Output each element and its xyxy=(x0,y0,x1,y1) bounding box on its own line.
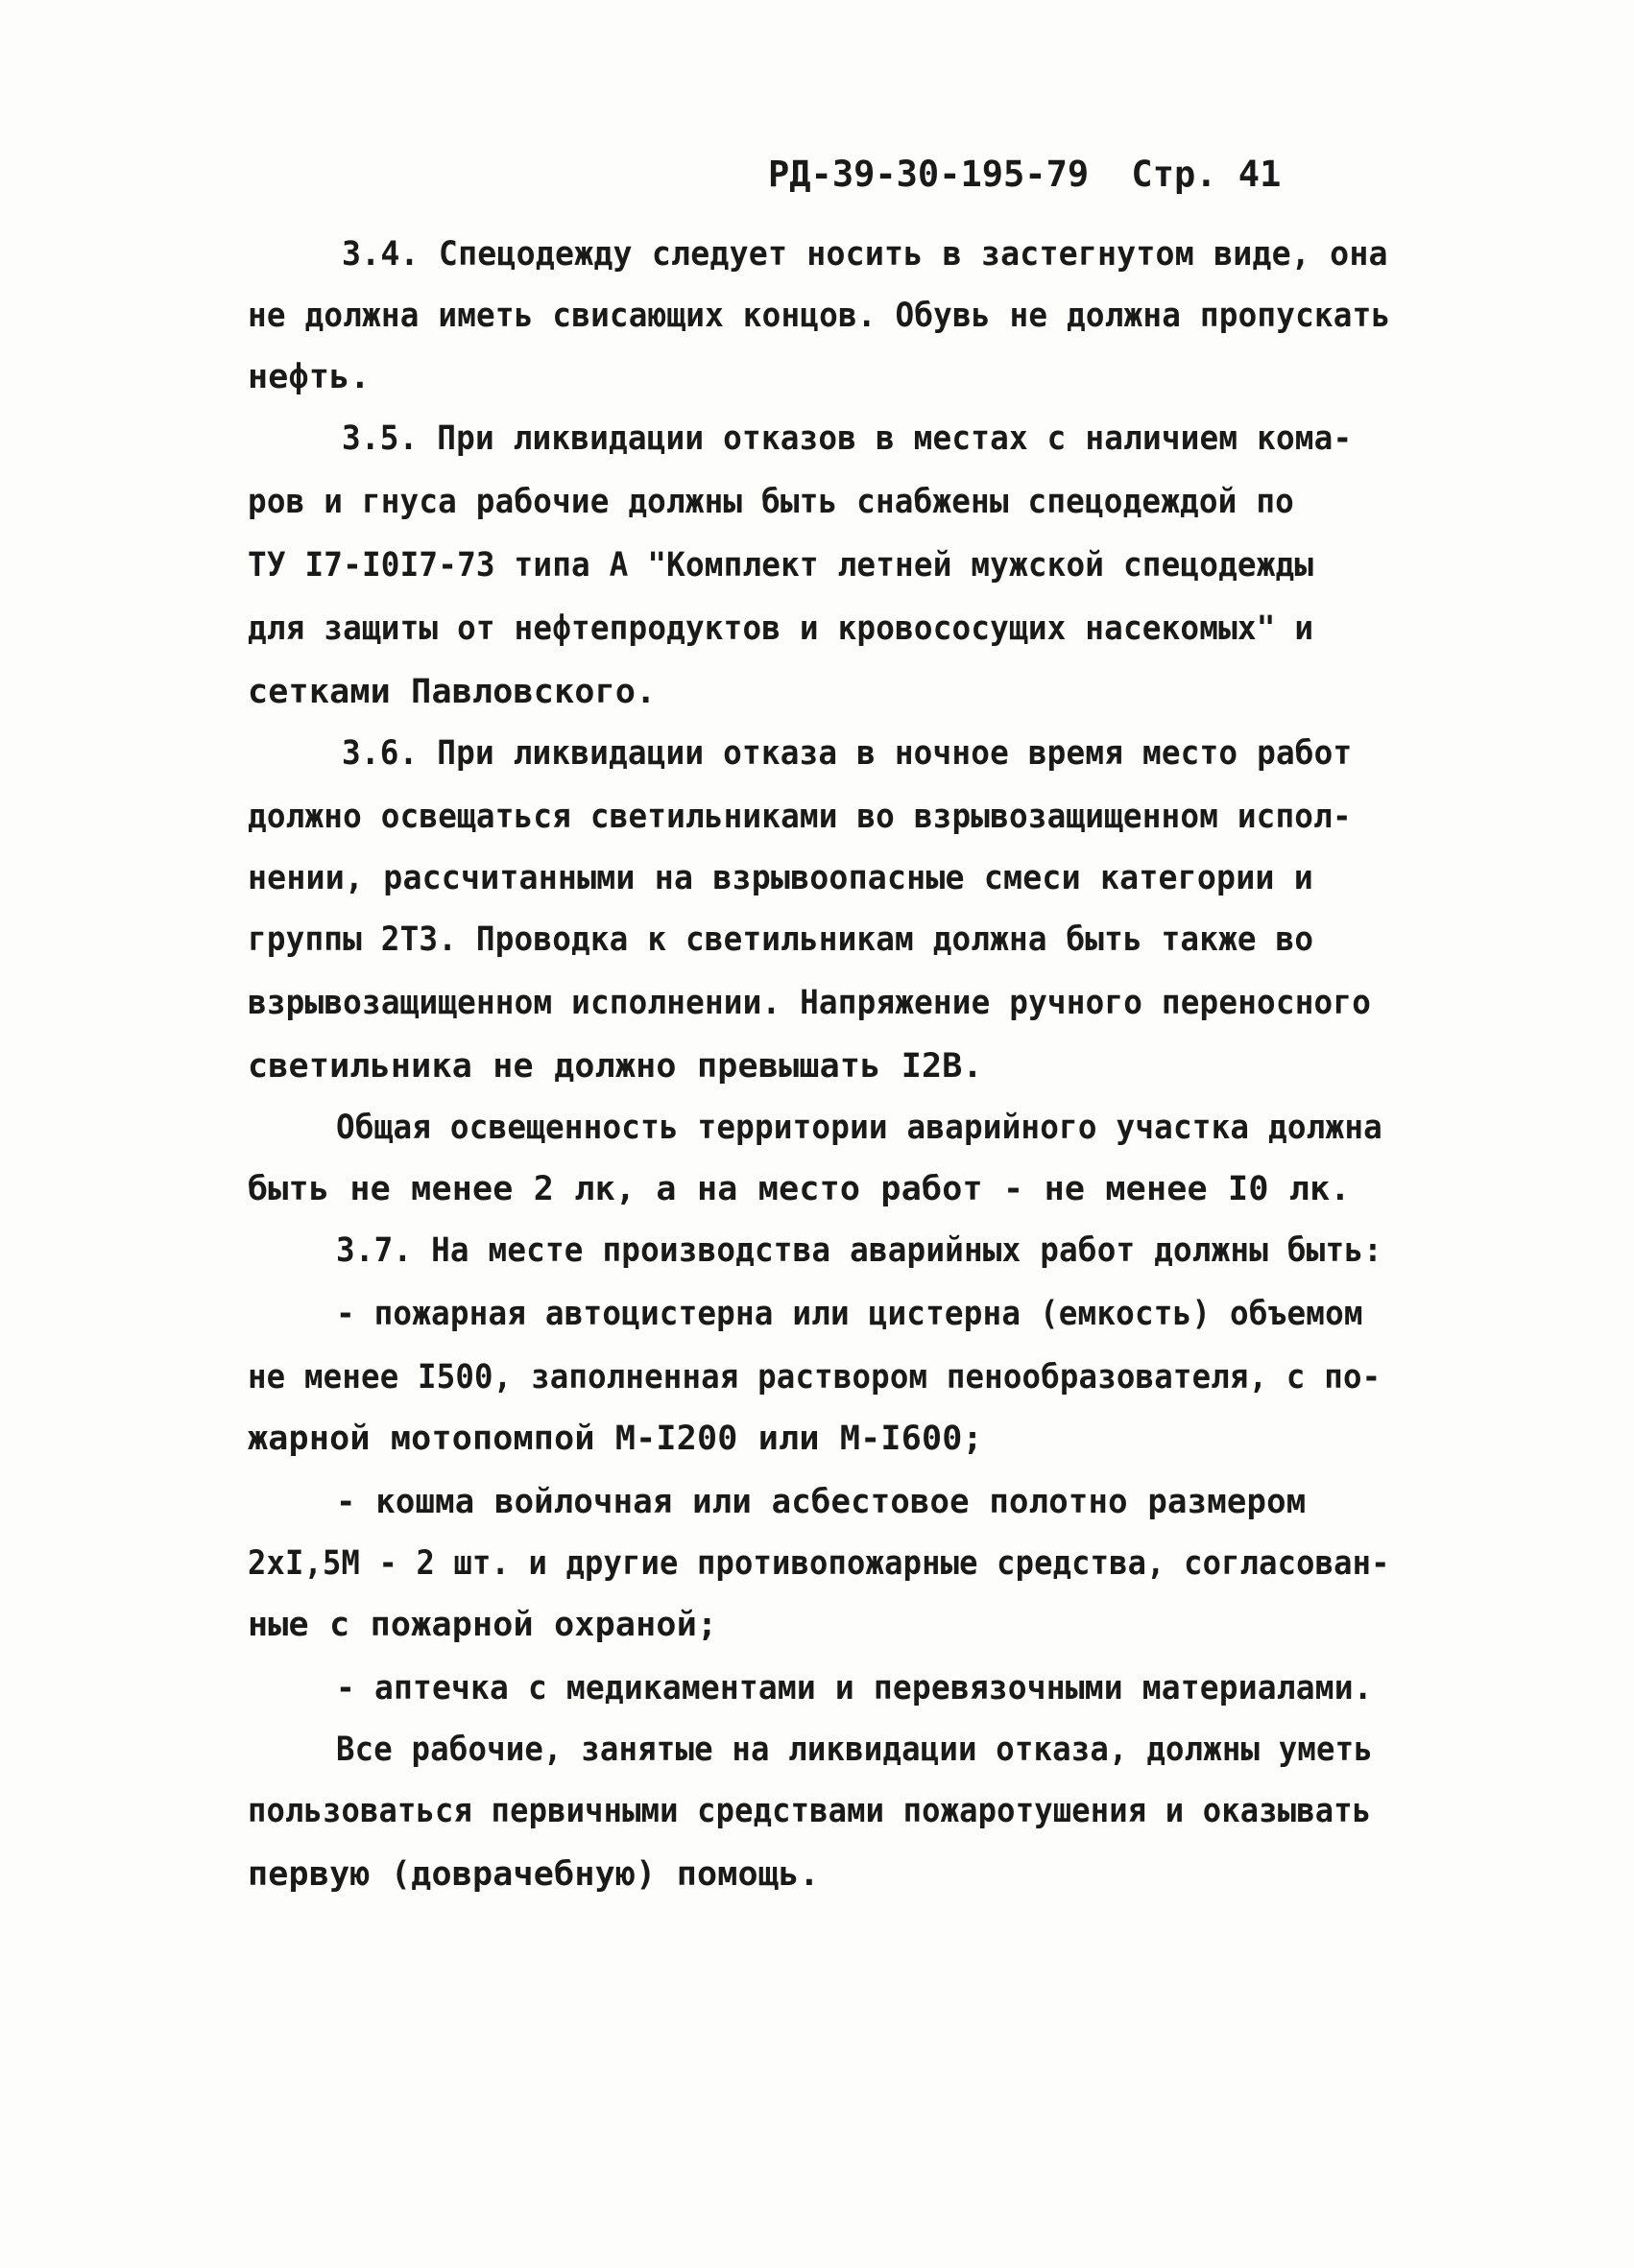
text-line: 3.5. При ликвидации отказов в местах с наличием кома- xyxy=(342,419,1353,458)
text-line: 3.6. При ликвидации отказа в ночное время место работ xyxy=(342,734,1353,773)
text-line: нении, рассчитанными на взрывоопасные смеси категории и xyxy=(248,859,1313,897)
text-line: ТУ I7-I0I7-73 типа А "Комплект летней мужской спецодежды xyxy=(248,546,1314,585)
page-number: Стр. 41 xyxy=(1131,154,1282,195)
text-line: жарной мотопомпой М-I200 или М-I600; xyxy=(248,1420,983,1458)
text-line: быть не менее 2 лк, а на место работ - не менее I0 лк. xyxy=(248,1170,1351,1208)
text-line: 2хI,5М - 2 шт. и другие противопожарные средства, согласован- xyxy=(248,1544,1390,1583)
text-line: ров и гнуса рабочие должны быть снабжены спецодеждой по xyxy=(248,483,1294,521)
text-line: должно освещаться светильниками во взрывозащищенном испол- xyxy=(248,798,1352,836)
text-line: 3.7. На месте производства аварийных работ должны быть: xyxy=(336,1231,1382,1270)
text-line: взрывозащищенном исполнении. Напряжение ручного переносного xyxy=(248,984,1372,1022)
text-line: ные с пожарной охраной; xyxy=(248,1606,718,1644)
page-header xyxy=(768,154,1281,195)
text-line: для защиты от нефтепродуктов и кровососущих насекомых" и xyxy=(248,609,1314,648)
document-number: РД-39-30-195-79 xyxy=(768,154,1090,195)
text-line: первую (доврачебную) помощь. xyxy=(248,1855,820,1894)
text-line: не должна иметь свисающих концов. Обувь не должна пропускать xyxy=(248,297,1391,335)
text-line: - пожарная автоцистерна или цистерна (емкость) объемом xyxy=(336,1295,1363,1333)
text-line: Все рабочие, занятые на ликвидации отказа, должны уметь xyxy=(336,1731,1373,1769)
text-line: нефть. xyxy=(248,358,371,396)
text-line: группы 2Т3. Проводка к светильникам должна быть также во xyxy=(248,920,1314,959)
text-line: Общая освещенность территории аварийного участка должна xyxy=(336,1109,1382,1147)
text-line: - аптечка с медикаментами и перевязочными материалами. xyxy=(336,1669,1373,1707)
text-line: пользоваться первичными средствами пожаротушения и оказывать xyxy=(248,1792,1372,1830)
text-line: сетками Павловского. xyxy=(248,673,657,711)
text-line: не менее I500, заполненная раствором пенообразователя, с по- xyxy=(248,1358,1382,1397)
text-line: 3.4. Спецодежду следует носить в застегнутом виде, она xyxy=(342,235,1388,274)
text-line: - кошма войлочная или асбестовое полотно размером xyxy=(336,1483,1307,1521)
text-line: светильника не должно превышать I2В. xyxy=(248,1047,983,1086)
